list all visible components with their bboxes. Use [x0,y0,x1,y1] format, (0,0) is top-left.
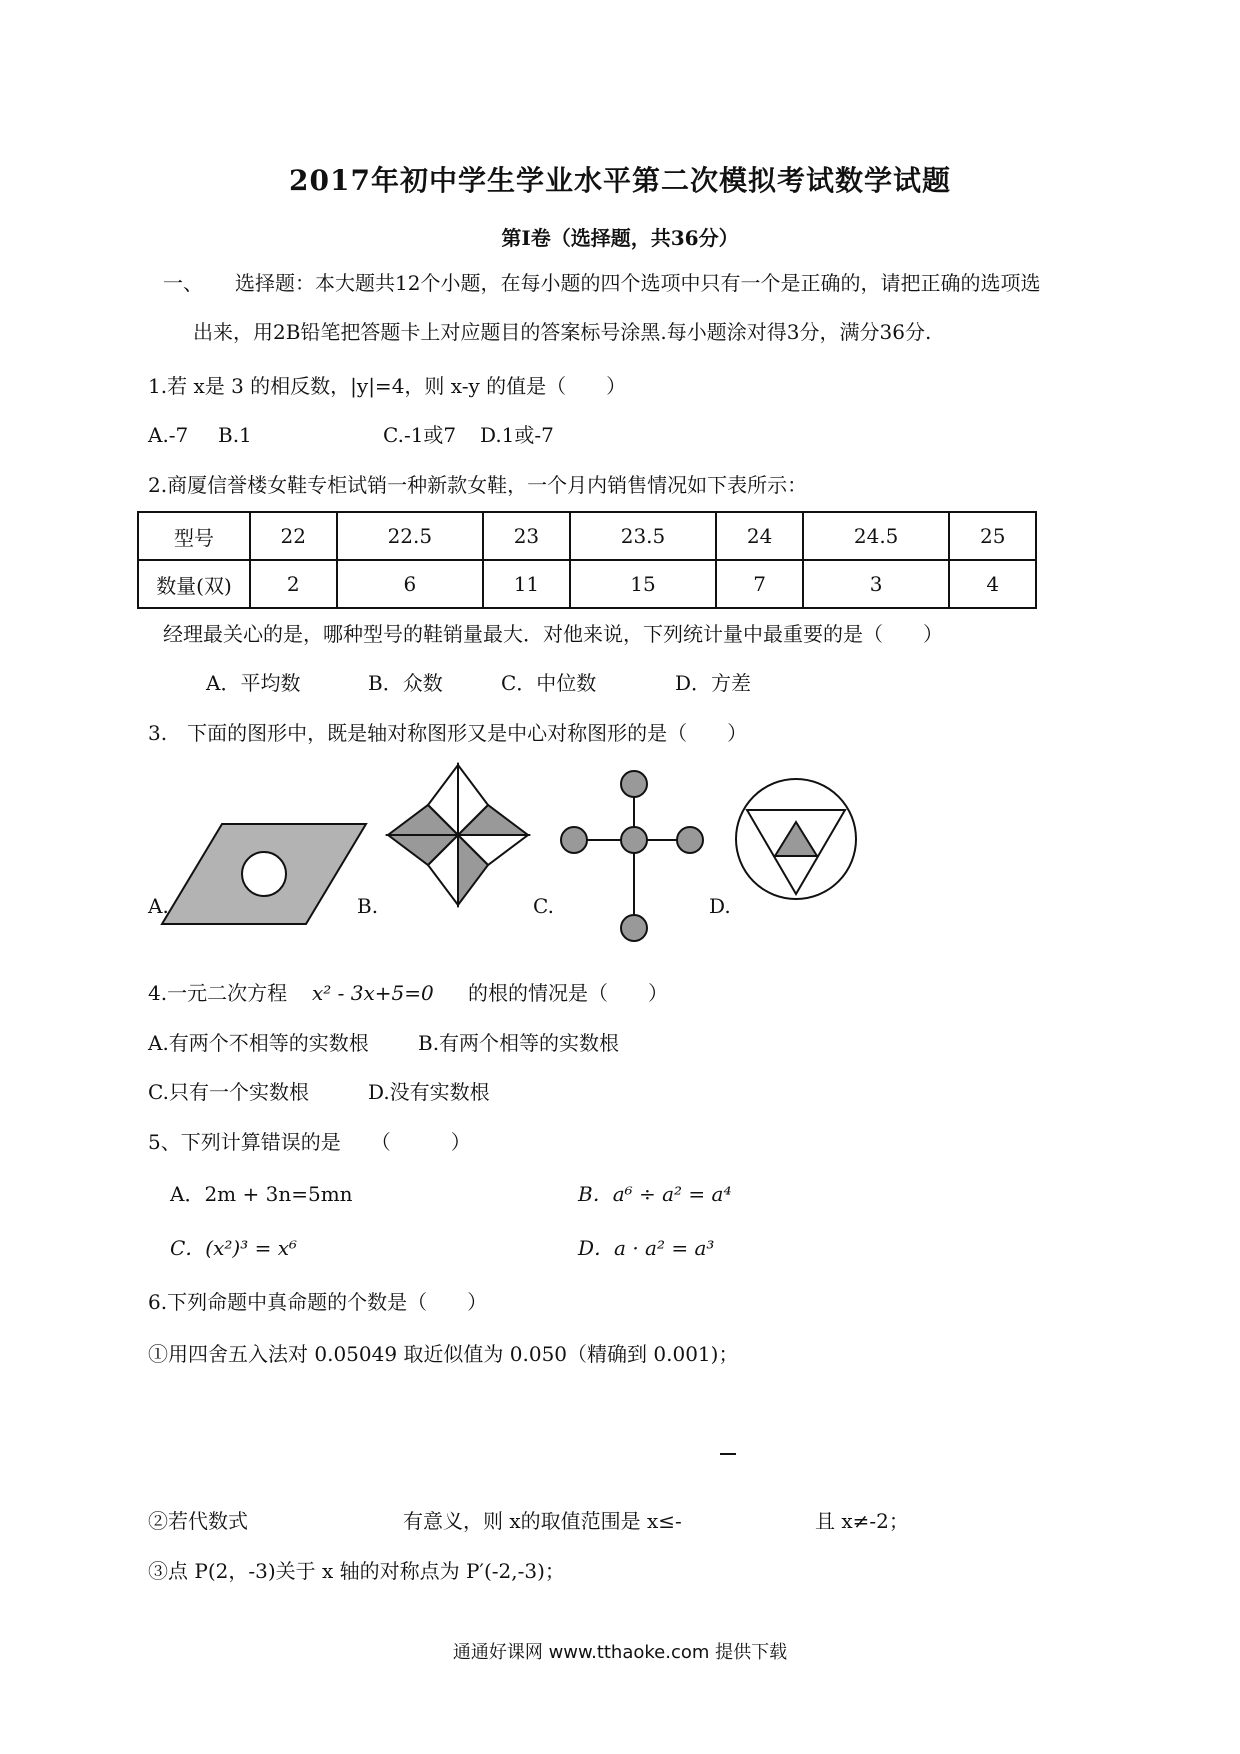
q4-option-b: B.有两个相等的实数根 [418,1031,620,1055]
figure-c-circles-cross [556,768,706,944]
q2-option-b: B．众数 [368,671,443,695]
figure-d-circle-triangles [733,776,859,902]
q1-option-d: D.1或-7 [480,423,554,447]
q2-option-a: A．平均数 [206,671,301,695]
q1-stem: 1.若 x是 3 的相反数，|y|=4，则 x-y 的值是（ ） [148,374,627,398]
q6-item2-part2: 有意义，则 x的取值范围是 x≤- [403,1509,682,1533]
q1-option-a: A.-7 [148,423,189,447]
table-cell: 11 [483,560,570,608]
section-number: 一、 [163,271,203,295]
q1-option-c: C.-1或7 [383,423,457,447]
q6-item2-part3: 且 x≠-2； [815,1509,909,1533]
table-row [138,512,1036,560]
table-cell: 23.5 [570,512,717,560]
q2-option-d: D．方差 [675,671,752,695]
figure-b-pinwheel [383,760,533,910]
table-cell: 7 [716,560,803,608]
table-cell: 24 [716,512,803,560]
q3-label-b: B. [357,894,379,918]
q6-item3: ③点 P(2，-3)关于 x 轴的对称点为 P′(-2,-3)； [148,1559,565,1583]
q3-label-c: C. [533,894,554,918]
q4-option-c: C.只有一个实数根 [148,1080,309,1104]
figure-a-parallelogram [160,820,370,930]
section-subtitle: 第Ⅰ卷（选择题，共36分） [501,226,739,250]
q5-stem: 5、下列计算错误的是 （ ） [148,1130,471,1154]
q5-option-c: C．(x²)³ = x⁶ [170,1236,297,1260]
table-cell: 25 [949,512,1036,560]
q5-option-b: B．a⁶ ÷ a² = a⁴ [578,1182,732,1206]
q1-option-b: B.1 [218,423,252,447]
q5-option-d: D．a · a² = a³ [578,1236,715,1260]
table-cell: 2 [250,560,337,608]
table-header-cell: 数量(双) [138,560,250,608]
table-cell: 6 [337,560,484,608]
sales-table [137,511,1037,609]
q6-item2-part1: ②若代数式 [148,1509,248,1533]
table-cell: 23 [483,512,570,560]
q2-stem: 2.商厦信誉楼女鞋专柜试销一种新款女鞋，一个月内销售情况如下表所示： [148,473,808,497]
q4-stem-prefix: 4.一元二次方程 [148,981,288,1005]
q2-option-c: C．中位数 [501,671,597,695]
table-header-cell: 型号 [138,512,250,560]
table-cell: 15 [570,560,717,608]
table-cell: 22.5 [337,512,484,560]
q4-equation: x² - 3x+5=0 [312,981,434,1005]
q2-question: 经理最关心的是，哪种型号的鞋销量最大．对他来说，下列统计量中最重要的是（ ） [163,622,943,646]
table-cell: 3 [803,560,950,608]
table-row [138,560,1036,608]
q3-label-d: D. [709,894,731,918]
q4-option-d: D.没有实数根 [368,1080,490,1104]
q4-stem-suffix: 的根的情况是（ ） [468,981,668,1005]
section-intro-line1: 选择题：本大题共12个小题，在每小题的四个选项中只有一个是正确的，请把正确的选项选 [235,271,1041,295]
table-cell: 4 [949,560,1036,608]
q6-stem: 6.下列命题中真命题的个数是（ ） [148,1290,488,1314]
table-cell: 24.5 [803,512,950,560]
section-intro-line2: 出来，用2B铅笔把答题卡上对应题目的答案标号涂黑.每小题涂对得3分，满分36分. [193,320,932,344]
q6-item1: ①用四舍五入法对 0.05049 取近似值为 0.050（精确到 0.001)； [148,1342,739,1366]
table-cell: 22 [250,512,337,560]
q3-label-a: A. [148,894,169,918]
q3-stem: 3. 下面的图形中，既是轴对称图形又是中心对称图形的是（ ） [148,721,748,745]
page-title: 2017年初中学生学业水平第二次模拟考试数学试题 [289,164,951,197]
fraction-bar [720,1453,736,1455]
q4-option-a: A.有两个不相等的实数根 [148,1031,369,1055]
q5-option-a: A．2m + 3n=5mn [170,1182,353,1206]
footer-text: 通通好课网 www.tthaoke.com 提供下载 [452,1642,788,1663]
